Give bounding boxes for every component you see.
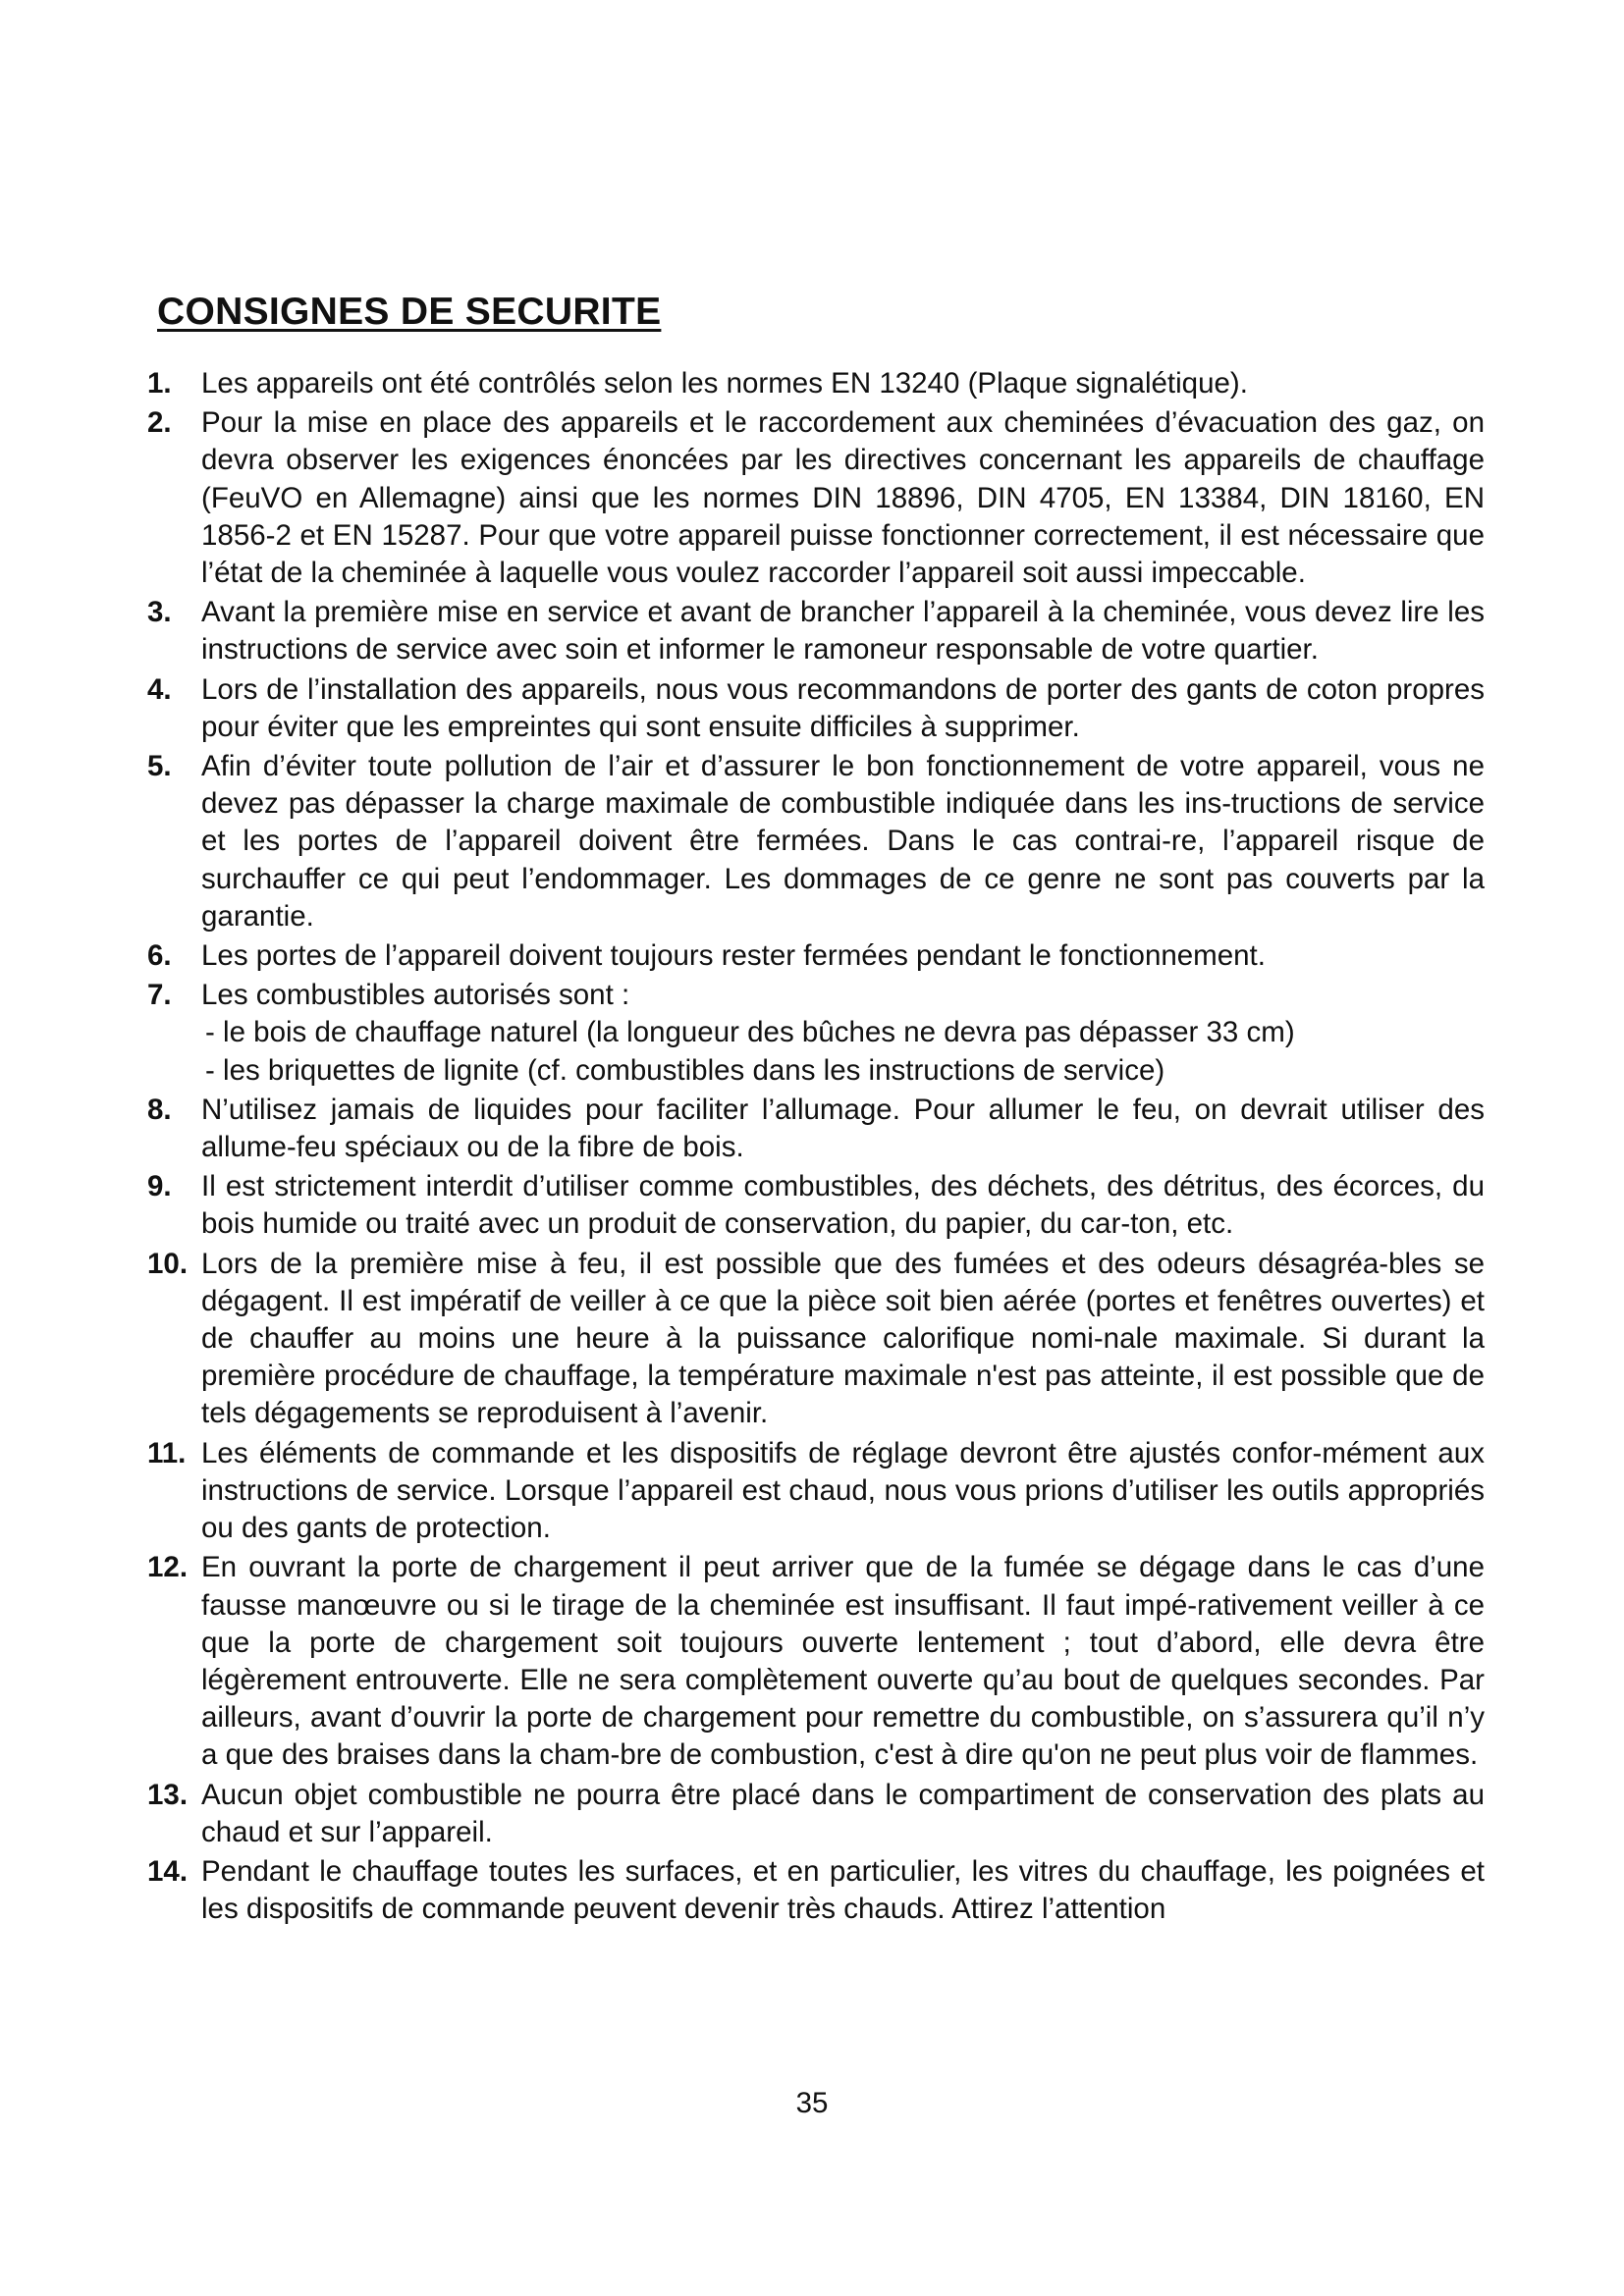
item-text: N’utilisez jamais de liquides pour faciliter l’allumage. Pour allumer le feu, on devrait utiliser des allume-feu spéciaux ou de la fibre de bois. bbox=[201, 1093, 1485, 1164]
list-item bbox=[147, 594, 1485, 668]
item-number: 8. bbox=[147, 1093, 172, 1126]
item-number: 6. bbox=[147, 939, 172, 973]
list-item bbox=[147, 1246, 1485, 1433]
item-number: 3. bbox=[147, 596, 172, 629]
item-number: 11. bbox=[147, 1436, 187, 1469]
list-item bbox=[147, 404, 1485, 592]
list-item bbox=[147, 977, 1485, 1090]
item-text: Les combustibles autorisés sont : bbox=[201, 979, 630, 1012]
item-text: Pour la mise en place des appareils et le raccordement aux cheminées d’évacuation des gaz, on devra observer les exigences énoncées par les directives concernant les appareils de chauffage (FeuVO en Allemagne) ainsi que les normes DIN 18896, DIN 4705, EN 13384, DIN 18160, EN 1856-2 et EN 15287. Pour que votre appareil puisse fonctionner correctement, il est nécessaire que l’état de la cheminée à laquelle vous voulez raccorder l’appareil soit aussi impeccable. bbox=[201, 406, 1485, 590]
item-number: 5. bbox=[147, 750, 172, 783]
page-number: 35 bbox=[795, 2087, 829, 2119]
list-item bbox=[147, 937, 1485, 975]
item-text: Il est strictement interdit d’utiliser comme combustibles, des déchets, des détritus, des écorces, du bois humide ou traité avec un produit de conservation, du papier, du car-ton, etc. bbox=[201, 1170, 1485, 1241]
item-number: 14. bbox=[147, 1854, 189, 1888]
list-item bbox=[147, 1549, 1485, 1774]
item-text: Les appareils ont été contrôlés selon les normes EN 13240 (Plaque signalétique). bbox=[201, 367, 1248, 400]
sub-item-text: - les briquettes de lignite (cf. combustibles dans les instructions de service) bbox=[205, 1053, 1165, 1087]
item-text: Lors de la première mise à feu, il est possible que des fumées et des odeurs désagréa-bles se dégagent. Il est impératif de veiller à ce que la pièce soit bien aérée (portes et fenêtres ouvertes) et de chauffer au moins une heure à la puissance calorifique nomi-nale maximale. Si durant la première procédure de chauffage, la température maximale n'est pas atteinte, il est possible que de tels dégagements se reproduisent à l’avenir. bbox=[201, 1247, 1485, 1430]
item-number: 1. bbox=[147, 367, 172, 400]
list-item bbox=[147, 1435, 1485, 1548]
item-text: Les éléments de commande et les dispositifs de réglage devront être ajustés confor-mément aux instructions de service. Lorsque l’appareil est chaud, nous vous prions d’utiliser les outils appropriés ou des gants de protection. bbox=[201, 1436, 1485, 1545]
item-text: Lors de l’installation des appareils, nous vous recommandons de porter des gants de coton propres pour éviter que les empreintes qui sont ensuite difficiles à supprimer. bbox=[201, 672, 1485, 743]
item-text: Aucun objet combustible ne pourra être placé dans le compartiment de conservation des plats au chaud et sur l’appareil. bbox=[201, 1778, 1485, 1848]
list-item bbox=[147, 671, 1485, 746]
item-number: 10. bbox=[147, 1247, 189, 1280]
list-item bbox=[147, 365, 1485, 402]
item-text: Avant la première mise en service et avant de brancher l’appareil à la cheminée, vous devez lire les instructions de service avec soin et informer le ramoneur responsable de votre quartier. bbox=[201, 596, 1485, 667]
item-text: En ouvrant la porte de chargement il peut arriver que de la fumée se dégage dans le cas d’une fausse manœuvre ou si le tirage de la cheminée est insuffisant. Il faut impé-rativement veiller à ce que la porte de chargement soit toujours ouverte lentement ; tout d’abord, elle devra être légèrement entrouverte. Elle ne sera complètement ouverte qu’au bout de quelques secondes. Par ailleurs, avant d’ouvrir la porte de chargement pour remettre du combustible, on s’assurera qu’il n’y a que des braises dans la cham-bre de combustion, c'est à dire qu'on ne peut plus voir de flammes. bbox=[201, 1551, 1485, 1772]
sub-item-text: - le bois de chauffage naturel (la longueur des bûches ne devra pas dépasser 33 cm) bbox=[205, 1016, 1295, 1049]
page-title: CONSIGNES DE SECURITE bbox=[157, 291, 662, 333]
item-number: 9. bbox=[147, 1170, 172, 1203]
item-text: Les portes de l’appareil doivent toujours rester fermées pendant le fonctionnement. bbox=[201, 939, 1266, 973]
item-number: 12. bbox=[147, 1551, 189, 1584]
item-number: 4. bbox=[147, 672, 172, 706]
list-item bbox=[147, 1168, 1485, 1243]
item-number: 7. bbox=[147, 979, 172, 1012]
safety-instructions-list bbox=[147, 365, 1485, 1930]
list-item bbox=[147, 1092, 1485, 1166]
list-item bbox=[147, 748, 1485, 935]
item-text: Afin d’éviter toute pollution de l’air et d’assurer le bon fonctionnement de votre appareil, vous ne devez pas dépasser la charge maximale de combustible indiquée dans les ins-tructions de service et les portes de l’appareil doivent être fermées. Dans le cas contrai-re, l’appareil risque de surchauffer ce qui peut l’endommager. Les dommages de ce genre ne sont pas couverts par la garantie. bbox=[201, 750, 1485, 933]
list-item bbox=[147, 1777, 1485, 1851]
item-number: 13. bbox=[147, 1778, 189, 1811]
list-item bbox=[147, 1853, 1485, 1928]
item-number: 2. bbox=[147, 406, 172, 440]
item-text: Pendant le chauffage toutes les surfaces, et en particulier, les vitres du chauffage, les poignées et les dispositifs de commande peuvent devenir très chauds. Attirez l’attention bbox=[201, 1854, 1485, 1926]
